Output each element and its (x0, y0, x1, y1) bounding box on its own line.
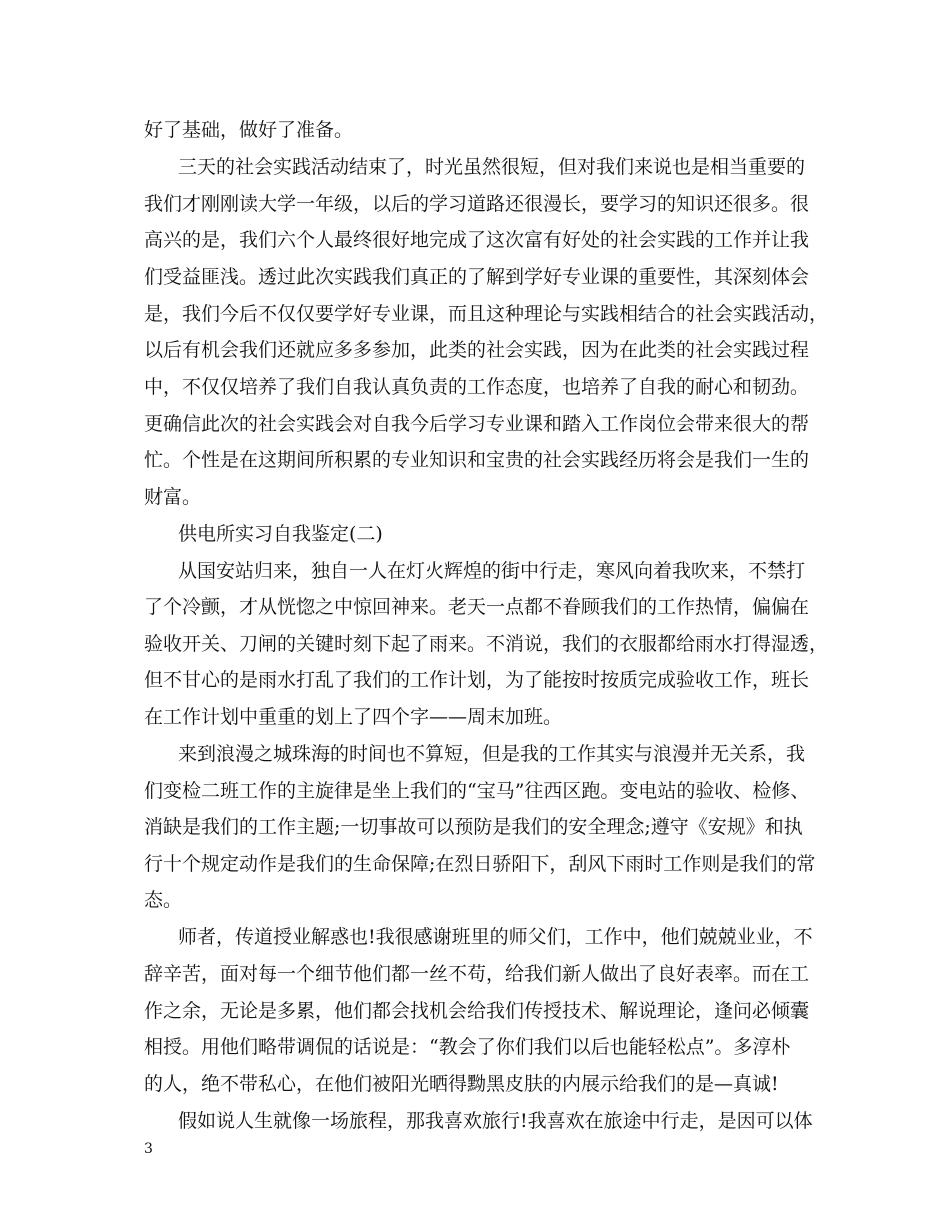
paragraph-start: 从国安站归来，独自一人在灯火辉煌的街中行走，寒风向着我吹来，不禁打 (178, 560, 806, 582)
text-line: 财富。 (144, 486, 202, 508)
text-line: 在工作计划中重重的划上了四个字——周末加班。 (144, 706, 563, 728)
text-line: 更确信此次的社会实践会对自我今后学习专业课和踏入工作岗位会带来很大的帮 (144, 413, 810, 435)
text-line: 的人，绝不带私心，在他们被阳光晒得黝黑皮肤的内展示给我们的是—真诚! (144, 1073, 779, 1095)
paragraph-start: 来到浪漫之城珠海的时间也不算短，但是我的工作其实与浪漫并无关系，我 (178, 743, 806, 765)
text-line: 高兴的是，我们六个人最终很好地完成了这次富有好处的社会实践的工作并让我 (144, 229, 810, 251)
text-line: 们受益匪浅。透过此次实践我们真正的了解到学好专业课的重要性，其深刻体会 (144, 266, 810, 288)
paragraph-start: 假如说人生就像一场旅程，那我喜欢旅行!我喜欢在旅途中行走，是因可以体 (178, 1110, 813, 1132)
text-line: 作之余，无论是多累，他们都会找机会给我们传授技术、解说理论，逢问必倾囊 (144, 1000, 810, 1022)
text-line: 是，我们今后不仅仅要学好专业课，而且这种理论与实践相结合的社会实践活动， (144, 303, 829, 325)
paragraph-start: 三天的社会实践活动结束了，时光虽然很短，但对我们来说也是相当重要的 (178, 156, 806, 178)
text-line: 态。 (144, 889, 183, 911)
text-line: 相授。用他们略带调侃的话说是：“教会了你们我们以后也能轻松点”。多淳朴 (144, 1036, 791, 1058)
text-line: 以后有机会我们还就应多多参加，此类的社会实践，因为在此类的社会实践过程 (144, 339, 810, 361)
text-line: 消缺是我们的工作主题;一切事故可以预防是我们的安全理念;遵守《安规》和执 (144, 816, 803, 838)
text-line: 验收开关、刀闸的关键时刻下起了雨来。不消说，我们的衣服都给雨水打得湿透， (144, 633, 829, 655)
text-line: 好了基础，做好了准备。 (144, 119, 354, 141)
text-line: 们变检二班工作的主旋律是坐上我们的“宝马”往西区跑。变电站的验收、检修、 (144, 780, 810, 802)
text-line: 我们才刚刚读大学一年级，以后的学习道路还很漫长，要学习的知识还很多。很 (144, 193, 810, 215)
text-line: 但不甘心的是雨水打乱了我们的工作计划，为了能按时按质完成验收工作，班长 (144, 669, 810, 691)
paragraph-start: 师者，传道授业解惑也!我很感谢班里的师父们，工作中，他们兢兢业业，不 (178, 926, 813, 948)
text-line: 行十个规定动作是我们的生命保障;在烈日骄阳下，刮风下雨时工作则是我们的常 (144, 853, 816, 875)
text-line: 辞辛苦，面对每一个细节他们都一丝不苟，给我们新人做出了良好表率。而在工 (144, 963, 810, 985)
section-heading: 供电所实习自我鉴定(二) (178, 523, 383, 545)
text-line: 忙。个性是在这期间所积累的专业知识和宝贵的社会实践经历将会是我们一生的 (144, 449, 810, 471)
text-line: 中，不仅仅培养了我们自我认真负责的工作态度，也培养了自我的耐心和韧劲。 (144, 376, 810, 398)
page-number: 3 (144, 1141, 153, 1157)
text-line: 了个冷颤，才从恍惚之中惊回神来。老天一点都不眷顾我们的工作热情，偏偏在 (144, 596, 810, 618)
